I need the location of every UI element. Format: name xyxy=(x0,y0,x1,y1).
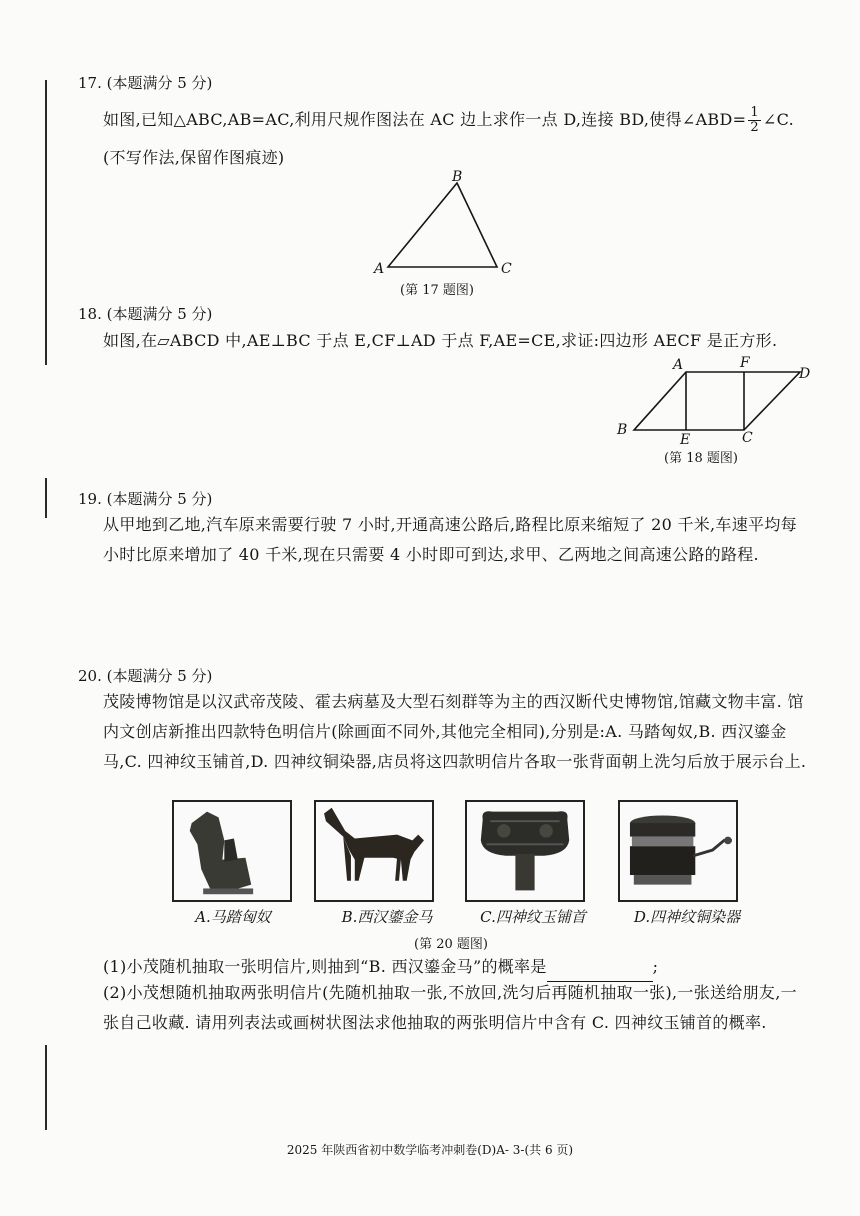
q18-parallelogram-figure xyxy=(610,352,820,448)
image-label-a: A.马踏匈奴 xyxy=(195,908,271,926)
q17-heading: 17. (本题满分 5 分) xyxy=(78,74,213,92)
jade-knocker-icon xyxy=(465,800,585,902)
q20-caption: (第 20 题图) xyxy=(414,937,488,952)
gilt-horse-icon xyxy=(314,800,434,902)
q20-part1-end: ; xyxy=(652,957,659,976)
q20-part1-text: (1)小茂随机抽取一张明信片,则抽到“B. 西汉鎏金马”的概率是 xyxy=(103,957,547,976)
margin-line xyxy=(45,478,47,518)
q20-part2: (2)小茂想随机抽取两张明信片(先随机抽取一张,不放回,洗匀后再随机抽取一张),一张送给朋友,一张自己收藏. 请用列表法或画树状图法求他抽取的两张明信片中含有 C. 四神纹玉铺首的概率. xyxy=(103,983,797,1032)
q19-heading: 19. (本题满分 5 分) xyxy=(78,490,213,508)
fraction-one-half: $\frac{1}{2}$ xyxy=(750,105,759,135)
q18-caption: (第 18 题图) xyxy=(664,451,738,466)
parallelogram-abcd xyxy=(634,372,800,430)
image-label-b: B.西汉鎏金马 xyxy=(341,908,433,926)
q20-heading: 20. (本题满分 5 分) xyxy=(78,667,213,685)
margin-line xyxy=(45,80,47,365)
bronze-vessel-icon xyxy=(618,800,738,902)
label-c: C xyxy=(501,261,512,277)
horse-statue-icon xyxy=(172,800,292,902)
q17-caption: (第 17 题图) xyxy=(400,283,474,298)
q18-heading: 18. (本题满分 5 分) xyxy=(78,305,213,323)
q17-triangle-figure xyxy=(360,165,530,280)
label-d: D xyxy=(799,366,811,382)
q20-text: 茂陵博物馆是以汉武帝茂陵、霍去病墓及大型石刻群等为主的西汉断代史博物馆,馆藏文物丰富. 馆内文创店新推出四款特色明信片(除画面不同外,其他完全相同),分别是:A. 马踏匈奴,B. 西汉鎏金马,C. 四神纹玉铺首,D. 四神纹铜染器,店员将这四款明信片各取一张背面朝上洗匀后放于展示台上. xyxy=(103,692,807,771)
q18-text: 如图,在▱ABCD 中,AE⊥BC 于点 E,CF⊥AD 于点 F,AE=CE,求证:四边形 AECF 是正方形. xyxy=(103,331,778,350)
q19-text: 从甲地到乙地,汽车原来需要行驶 7 小时,开通高速公路后,路程比原来缩短了 20 千米,车速平均每小时比原来增加了 40 千米,现在只需要 4 小时即可到达,求甲、乙两地之间高速公路的路程. xyxy=(103,515,797,564)
label-c: C xyxy=(742,430,753,446)
label-f: F xyxy=(740,355,750,371)
q17-text xyxy=(103,105,813,135)
label-a: A xyxy=(374,261,385,277)
margin-line xyxy=(45,1045,47,1130)
label-e: E xyxy=(680,432,691,448)
label-b: B xyxy=(452,169,463,185)
q17-line1-end: ∠C. xyxy=(762,110,794,129)
q17-line1: 如图,已知△ABC,AB=AC,利用尺规作图法在 AC 边上求作一点 D,连接 BD,使得∠ABD= xyxy=(103,110,747,129)
page-footer: 2025 年陕西省初中数学临考冲刺卷(D)A- 3-(共 6 页) xyxy=(286,1143,574,1157)
label-a: A xyxy=(673,357,684,373)
label-b: B xyxy=(617,422,628,438)
triangle-abc xyxy=(388,183,497,267)
image-label-d: D.四神纹铜染器 xyxy=(633,908,741,926)
q17-note: (不写作法,保留作图痕迹) xyxy=(103,148,285,167)
image-label-c: C.四神纹玉铺首 xyxy=(480,908,586,926)
